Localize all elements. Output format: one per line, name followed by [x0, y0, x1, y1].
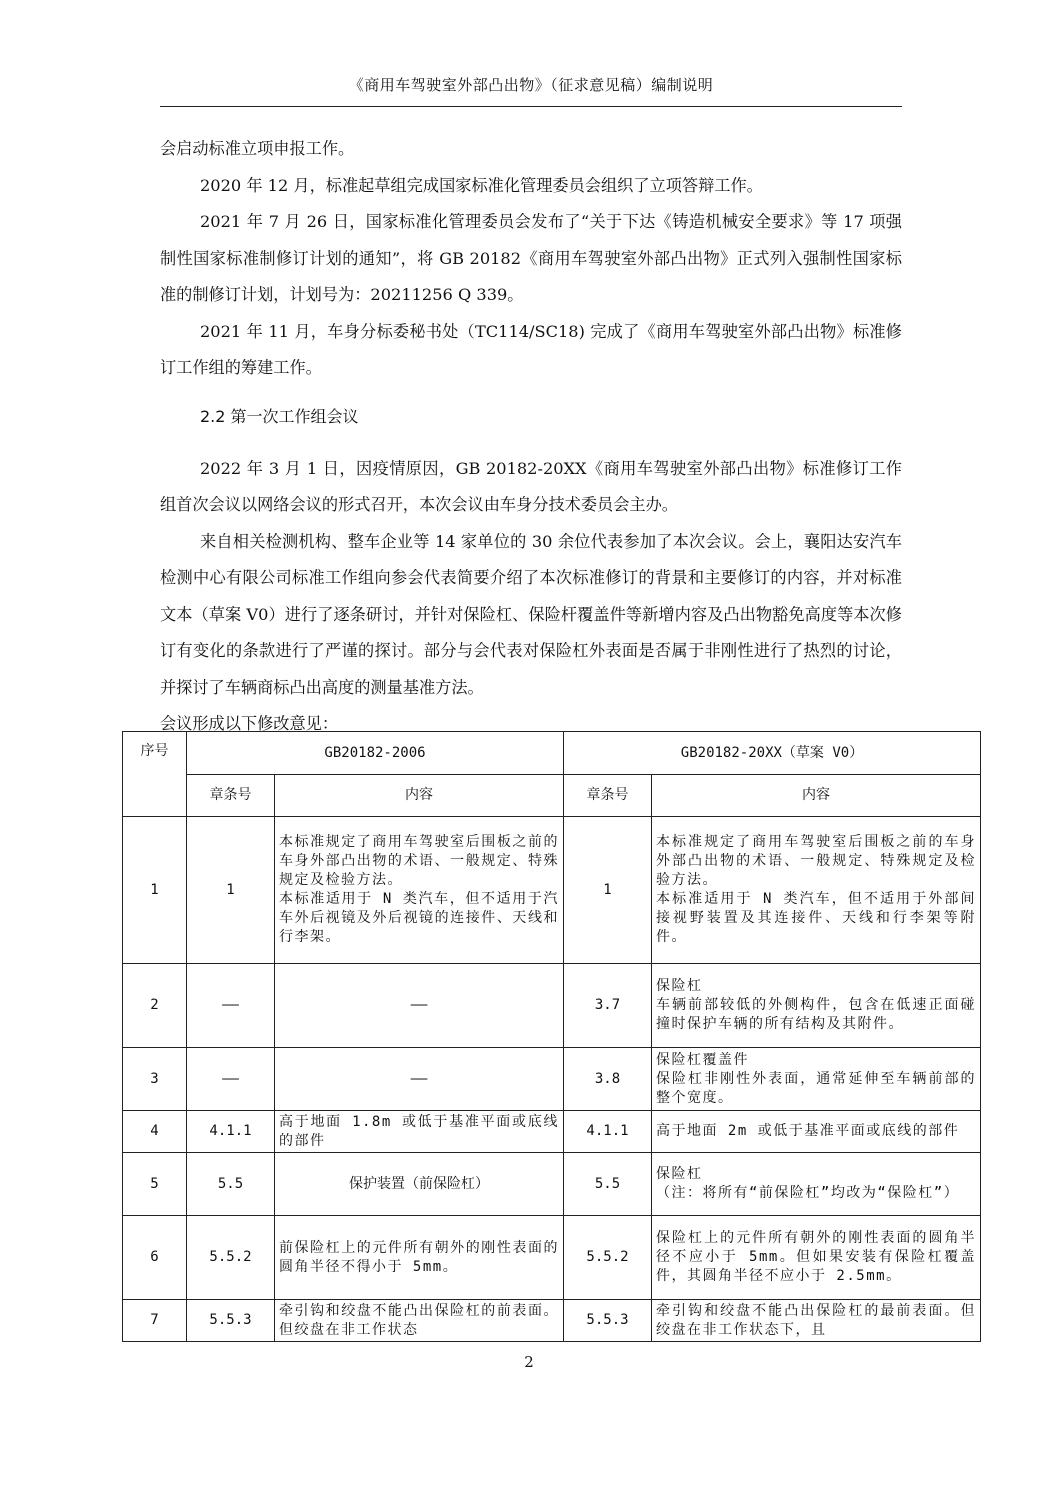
paragraph: 2021 年 11 月，车身分标委秘书处（TC114/SC18) 完成了《商用车驾驶室外部凸出物》标准修订工作组的筹建工作。: [160, 321, 902, 377]
row-seq: 7: [123, 1300, 187, 1342]
row-seq: 6: [123, 1216, 187, 1300]
header-new-standard: GB20182-20XX（草案 V0）: [564, 732, 981, 775]
subheader-clause: 章条号: [564, 775, 652, 817]
paragraph: 会启动标准立项申报工作。: [160, 139, 355, 158]
row-old-content: 保护装置（前保险杠）: [275, 1153, 564, 1216]
row-new-content: 高于地面 2m 或低于基准平面或底线的部件: [652, 1111, 981, 1153]
row-seq: 5: [123, 1153, 187, 1216]
row-new-content: 保险杠覆盖件 保险杠非刚性外表面，通常延伸至车辆前部的整个宽度。: [652, 1048, 981, 1111]
row-seq: 3: [123, 1048, 187, 1111]
table-header-row: [123, 732, 981, 775]
row-old-clause: ——: [187, 964, 275, 1048]
row-old-content: ——: [275, 1048, 564, 1111]
row-new-content: 保险杠上的元件所有朝外的刚性表面的圆角半径不应小于 5mm。但如果安装有保险杠覆盖件，其圆角半径不应小于 2.5mm。: [652, 1216, 981, 1300]
header-old-standard: GB20182-2006: [187, 732, 564, 775]
paragraph: 来自相关检测机构、整车企业等 14 家单位的 30 余位代表参加了本次会议。会上，襄阳达安汽车检测中心有限公司标准工作组向参会代表简要介绍了本次标准修订的背景和主要修订的内容，并对标准文本（草案 V0）进行了逐条研讨，并针对保险杠、保险杆覆盖件等新增内容及凸出物豁免高度等本次修订有变化的条款进行了严谨的探讨。部分与会代表对保险杠外表面是否属于非刚性进行了热烈的讨论，并探讨了车辆商标凸出高度的测量基准方法。: [160, 531, 902, 697]
row-old-clause: 5.5.3: [187, 1300, 275, 1342]
paragraph: 2021 年 7 月 26 日，国家标准化管理委员会发布了“关于下达《铸造机械安全要求》等 17 项强制性国家标准制修订计划的通知”，将 GB 20182《商用车驾驶室外部凸出物》正式列入强制性国家标准的制修订计划，计划号为：20211256 Q 339。: [160, 212, 902, 304]
row-old-content: 本标准规定了商用车驾驶室后围板之前的车身外部凸出物的术语、一般规定、特殊规定及检验方法。 本标准适用于 N 类汽车，但不适用于汽车外后视镜及外后视镜的连接件、天线和行李架。: [275, 817, 564, 964]
page-header: 《商用车驾驶室外部凸出物》（征求意见稿）编制说明: [348, 76, 714, 94]
row-new-clause: 5.5: [564, 1153, 652, 1216]
row-new-clause: 1: [564, 817, 652, 964]
row-old-content: ——: [275, 964, 564, 1048]
table-row: [123, 964, 981, 1048]
row-old-content: 高于地面 1.8m 或低于基准平面或底线的部件: [275, 1111, 564, 1153]
row-seq: 2: [123, 964, 187, 1048]
row-new-clause: 5.5.3: [564, 1300, 652, 1342]
header-rule: [160, 106, 902, 107]
paragraph: 2022 年 3 月 1 日，因疫情原因，GB 20182-20XX《商用车驾驶室外部凸出物》标准修订工作组首次会议以网络会议的形式召开，本次会议由车身分技术委员会主办。: [160, 458, 902, 514]
document-body: [160, 131, 902, 743]
paragraph: 会议形成以下修改意见：: [160, 714, 339, 733]
row-new-clause: 4.1.1: [564, 1111, 652, 1153]
subheader-clause: 章条号: [187, 775, 275, 817]
row-old-clause: 4.1.1: [187, 1111, 275, 1153]
table-row: [123, 817, 981, 964]
row-seq: 1: [123, 817, 187, 964]
page-number: 2: [524, 1353, 534, 1371]
row-new-content: 本标准规定了商用车驾驶室后围板之前的车身外部凸出物的术语、一般规定、特殊规定及检验方法。 本标准适用于 N 类汽车，但不适用于外部间接视野装置及其连接件、天线和行李架等附件。: [652, 817, 981, 964]
table-row: [123, 1048, 981, 1111]
row-old-clause: ——: [187, 1048, 275, 1111]
row-old-content: 前保险杠上的元件所有朝外的刚性表面的圆角半径不得小于 5mm。: [275, 1216, 564, 1300]
row-old-content: 牵引钩和绞盘不能凸出保险杠的前表面。但绞盘在非工作状态: [275, 1300, 564, 1342]
table-row: [123, 1111, 981, 1153]
row-seq: 4: [123, 1111, 187, 1153]
table-row: [123, 1153, 981, 1216]
row-new-clause: 5.5.2: [564, 1216, 652, 1300]
row-old-clause: 1: [187, 817, 275, 964]
comparison-table: [122, 731, 981, 1342]
row-old-clause: 5.5: [187, 1153, 275, 1216]
table-subheader-row: [123, 775, 981, 817]
header-seq: 序号: [123, 732, 187, 817]
row-old-clause: 5.5.2: [187, 1216, 275, 1300]
subheader-content: 内容: [652, 775, 981, 817]
row-new-clause: 3.7: [564, 964, 652, 1048]
row-new-content: 保险杠 （注：将所有“前保险杠”均改为“保险杠”）: [652, 1153, 981, 1216]
table-row: [123, 1216, 981, 1300]
row-new-clause: 3.8: [564, 1048, 652, 1111]
table-row: [123, 1300, 981, 1342]
row-new-content: 牵引钩和绞盘不能凸出保险杠的最前表面。但绞盘在非工作状态下，且: [652, 1300, 981, 1342]
paragraph: 2020 年 12 月，标准起草组完成国家标准化管理委员会组织了立项答辩工作。: [200, 175, 763, 195]
subheader-content: 内容: [275, 775, 564, 817]
section-heading: 2.2 第一次工作组会议: [200, 406, 359, 426]
row-new-content: 保险杠 车辆前部较低的外侧构件，包含在低速正面碰撞时保护车辆的所有结构及其附件。: [652, 964, 981, 1048]
